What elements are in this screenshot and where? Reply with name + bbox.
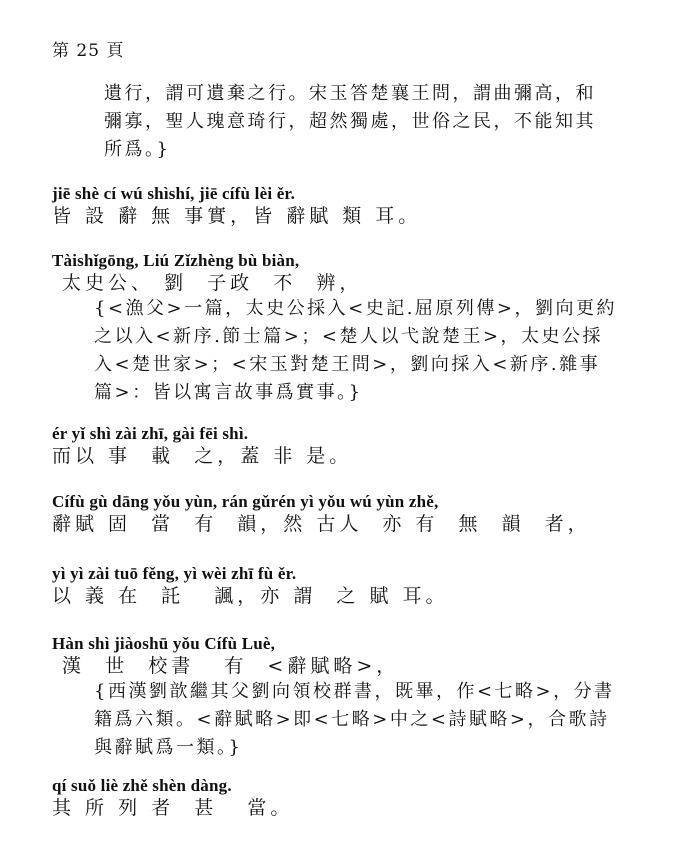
pinyin-line: yì yì zài tuō fěng, yì wèi zhī fù ěr. bbox=[52, 564, 297, 583]
note-line: 篇>：皆以寓言故事爲實事。} bbox=[94, 382, 363, 403]
note-line: 之以入<新序.節士篇>；<楚人以弋說楚王>，太史公採 bbox=[94, 326, 604, 347]
page-number: 第 25 頁 bbox=[52, 41, 125, 61]
pinyin-line: jiē shè cí wú shìshí, jiē cífù lèi ěr. bbox=[52, 184, 296, 203]
stanza-7 bbox=[52, 762, 672, 822]
stanza-6 bbox=[52, 620, 672, 680]
note-line: 與辭賦爲一類。} bbox=[94, 737, 243, 758]
stanza-3 bbox=[52, 410, 672, 470]
pinyin-line: qí suǒ liè zhě shèn dàng. bbox=[52, 776, 232, 795]
hanzi-line: 其 所 列 者 甚 當。 bbox=[52, 797, 294, 819]
hanzi-line: 辭賦 固 當 有 韻，然 古人 亦 有 無 韻 者， bbox=[52, 513, 591, 535]
stanza-2 bbox=[52, 237, 672, 297]
hanzi-line: 皆 設 辭 無 事實，皆 辭賦 類 耳。 bbox=[52, 205, 422, 227]
note-line: 彌寡，聖人瑰意琦行，超然獨處，世俗之民，不能知其 bbox=[104, 111, 596, 132]
note-line: 入<楚世家>；<宋玉對楚王問>，劉向採入<新序.雜事 bbox=[94, 354, 601, 375]
hanzi-line: 以 義 在 託 諷，亦 謂 之 賦 耳。 bbox=[52, 585, 449, 607]
pinyin-line: Cífù gù dāng yǒu yùn, rán gǔrén yì yǒu wú yùn zhě, bbox=[52, 492, 439, 511]
pinyin-line: Hàn shì jiàoshū yǒu Cífù Luè, bbox=[52, 634, 276, 653]
stanza-4 bbox=[52, 478, 672, 538]
stanza-1 bbox=[52, 170, 672, 230]
hanzi-line: 而以 事 載 之，蓋 非 是。 bbox=[52, 445, 353, 467]
stanza-2-note bbox=[94, 295, 664, 407]
note-line: 遺行，謂可遺棄之行。宋玉答楚襄王問，謂曲彌高，和 bbox=[104, 83, 596, 104]
stanza-5 bbox=[52, 550, 672, 610]
pinyin-line: ér yǐ shì zài zhī, gài fēi shì. bbox=[52, 424, 249, 443]
note-line: 籍爲六類。<辭賦略>即<七略>中之<詩賦略>，合歌詩 bbox=[94, 709, 610, 730]
stanza-6-note bbox=[94, 678, 664, 762]
note-line: {西漢劉歆繼其父劉向領校群書，既畢，作<七略>，分書 bbox=[94, 681, 615, 702]
note-line: 所爲。} bbox=[104, 139, 171, 160]
pinyin-line: Tàishǐgōng, Liú Zǐzhèng bù biàn, bbox=[52, 251, 300, 270]
hanzi-line: 漢 世 校書 有 <辭賦略>， bbox=[52, 655, 400, 677]
intro-note bbox=[104, 80, 664, 164]
hanzi-line: 太史公、 劉 子政 不 辨， bbox=[52, 272, 363, 294]
note-line: {<漁父>一篇，太史公採入<史記.屈原列傳>，劉向更約 bbox=[94, 298, 617, 319]
